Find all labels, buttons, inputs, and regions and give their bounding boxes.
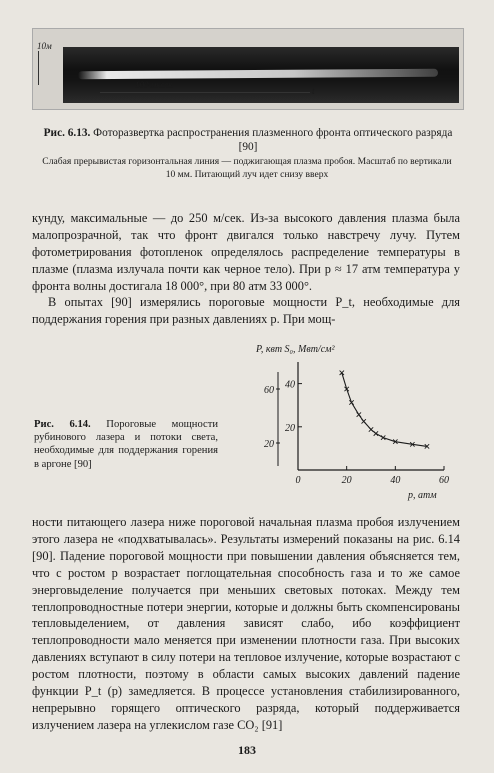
x-tick-label: 0 <box>295 475 301 486</box>
figure-6-13-title: Фоторазвертка распространения плазменного фронта оптического разряда [90] <box>93 127 453 153</box>
vertical-scale-label: 10м <box>37 41 52 51</box>
paragraph-3: ности питающего лазера ниже пороговой начальная плазма пробоя излучением этого лазера не «подхватывалась». Результаты измерений показаны на рис. 6.14 [90]. Падение пороговой мощности при повышении давления объясняется тем, что с ростом p возрастает поглощательная способность газа и то же самое энерговыделение получается при меньших световых потоках. Между тем теплопроводностные потери энергии, которые и должны быть скомпенсированы тепловыделением, от давления зависят слабо, ибо коэффициент теплопроводности мало меняется при изменении плотности газа. При высоких давлениях вступают в силу потери на тепловое излучение, которые возрастают с ростом плотности, поэтому в области самых высоких давлений падение функции P_t (p) замедляется. В процессе установления стабилизированного, непрерывно горящего оптического разряда, который поддерживается излучением лазера на углекислом газе CO₂ [91] <box>32 515 460 732</box>
time-scale-bar <box>100 92 310 93</box>
data-point <box>357 412 361 416</box>
figure-6-13-caption <box>34 126 462 154</box>
figure-6-14-caption <box>34 418 218 471</box>
chart-xlabel: p, атм <box>408 490 437 501</box>
y-tick-label-s0: 40 <box>285 379 295 391</box>
figure-6-13-number: Рис. 6.13. <box>43 127 91 139</box>
figure-6-14-text: Пороговые мощности рубинового лазера и потоки света, необходимые для поддержания горения в аргоне [90] <box>34 419 219 470</box>
streak-photograph <box>32 28 464 110</box>
data-point <box>362 419 366 423</box>
x-tick-label: 20 <box>341 475 352 486</box>
chart-plot-area <box>264 362 449 486</box>
time-scale-label: 100 мксек <box>135 80 173 90</box>
paragraph-2: В опытах [90] измерялись пороговые мощности P_t, необходимые для поддержания горения при разных давлениях p. При мощ- <box>32 295 460 326</box>
data-point <box>369 427 373 431</box>
page-number: 183 <box>238 743 256 757</box>
y-tick-label-p: 60 <box>264 385 274 396</box>
paragraph-1: кунду, максимальные — до 250 м/сек. Из-за высокого давления плазма была малопрозрачной, так что фронт двигался только навстречу лучу. Путем фотометрирования фотопленок определялось распределение температуры в плазме (плазма излучала почти как черное тело). При p ≈ 17 атм температура у фронта волны достигала 18 000°, при 80 атм 33 000°. <box>32 211 460 293</box>
y-tick-label-s0: 20 <box>285 422 295 434</box>
figure-6-13-note: Слабая прерывистая горизонтальная линия — поджигающая плазма пробоя. Масштаб по вертикали 10 мм. Питающий луч идет снизу вверх <box>42 156 452 180</box>
data-point <box>374 431 378 435</box>
chart-ylabel: P, квт S₀, Мвт/см² <box>256 344 335 355</box>
threshold-power-chart <box>236 338 460 510</box>
vertical-scale-bar <box>38 51 39 85</box>
time-axis-label: t <box>312 86 315 97</box>
x-tick-label: 40 <box>390 475 401 486</box>
threshold-curve <box>342 373 427 447</box>
y-tick-label-p: 20 <box>264 439 274 450</box>
x-tick-label: 60 <box>439 475 449 486</box>
figure-6-14-number: Рис. 6.14. <box>34 419 91 430</box>
